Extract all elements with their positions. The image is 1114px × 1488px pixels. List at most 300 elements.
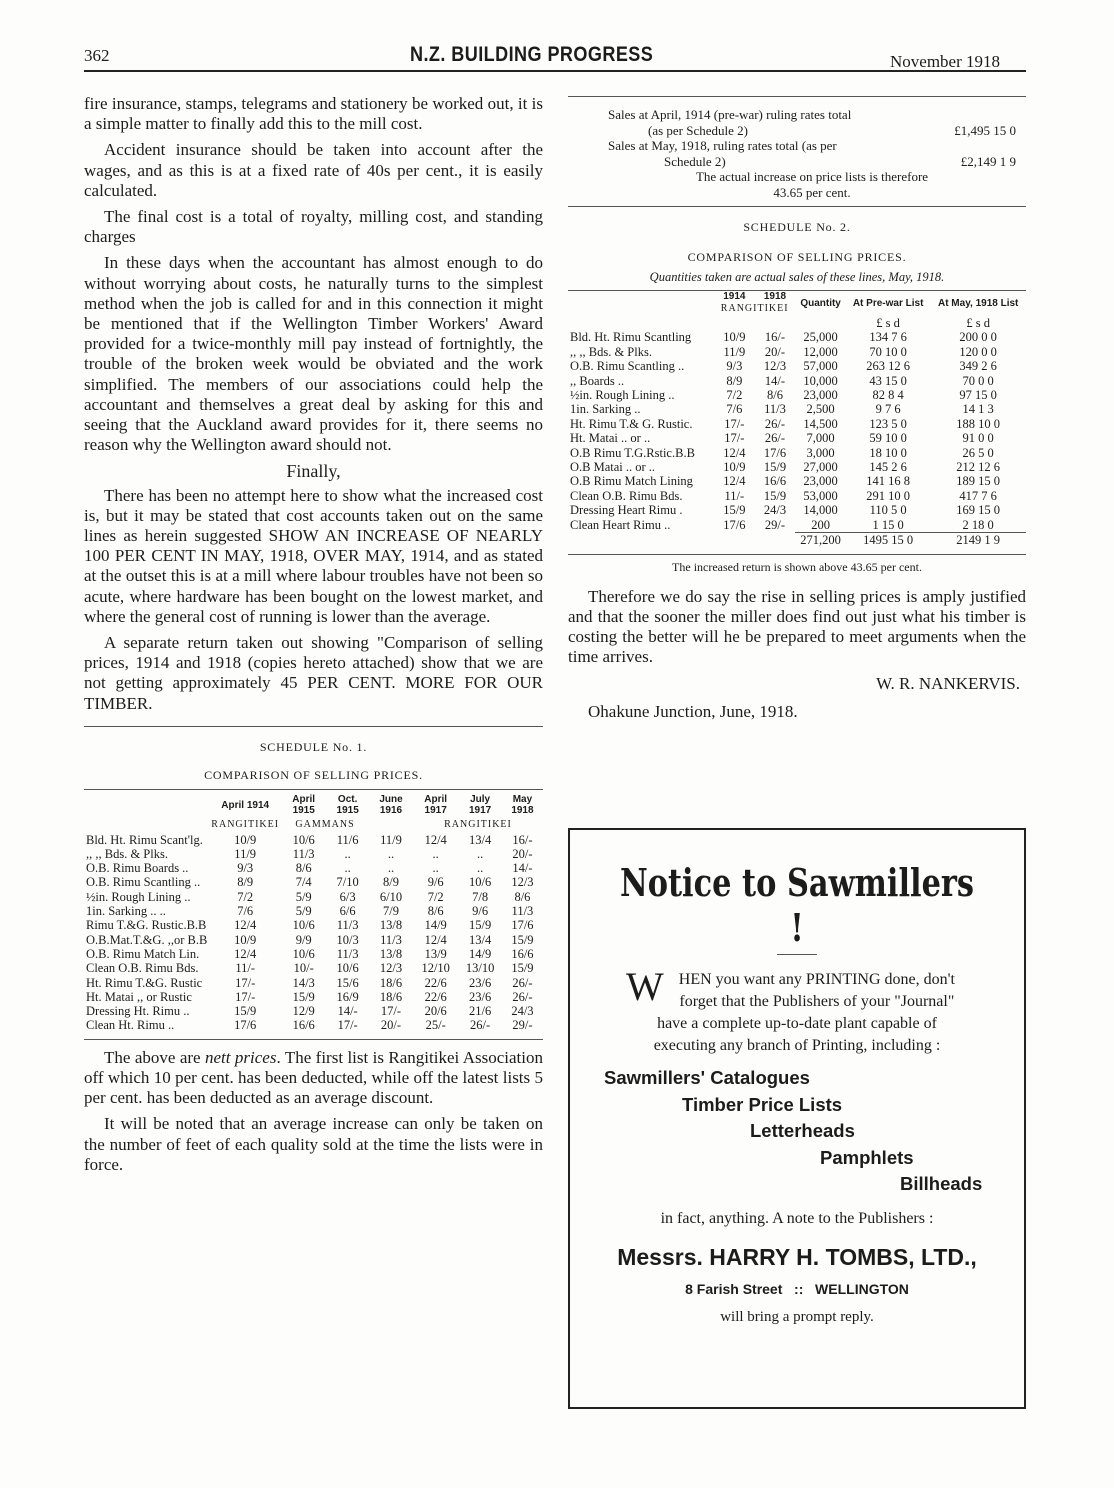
table-cell: 6/10 (379, 889, 403, 904)
table-cell: 6/3 (339, 889, 356, 904)
ad-item: Sawmillers' Catalogues (604, 1067, 810, 1088)
table-cell: 11/9 (234, 846, 257, 861)
table-cell: 17/- (337, 1018, 358, 1033)
table-cell: 13/8 (379, 918, 403, 933)
left-column (84, 94, 543, 1181)
sales-value: £1,495 15 0 (954, 122, 1016, 138)
advertisement (568, 828, 1026, 1409)
table-cell: 11/6 (336, 832, 359, 847)
table-row (568, 388, 1026, 402)
table-cell: 8/6 (767, 388, 783, 403)
col-may1918: At May, 1918 List (937, 297, 1019, 309)
table-cell: .. (432, 846, 439, 861)
table-cell: 8/9 (237, 875, 254, 890)
table-cell: 5/9 (295, 889, 312, 904)
table-cell: 16/6 (292, 1018, 315, 1033)
paragraph: The final cost is a total of royalty, milling cost, and standing charges (84, 207, 543, 247)
table-cell: 110 5 0 (869, 503, 907, 518)
table-cell: 11/- (724, 488, 745, 503)
row-label: 1in. Sarking .. (570, 402, 641, 417)
ad-item: Billheads (900, 1173, 983, 1194)
col-prewar: At Pre-war List (852, 297, 924, 309)
ad-items (570, 1057, 1024, 1198)
table-cell: 23/6 (469, 989, 492, 1004)
table-cell: .. (476, 861, 484, 876)
table-cell: 15/9 (763, 460, 787, 475)
table-row (84, 1018, 543, 1032)
table-cell: 53,000 (803, 488, 838, 503)
paragraph: The above are nett prices. The first list is Rangitikei Association off which 10 per cent. has been deducted, while off the latest lists 5 per cent. has been deducted as an average discount. (84, 1047, 543, 1108)
row-label: O.B Matai .. or .. (570, 460, 656, 475)
table-cell: 7/2 (427, 889, 444, 904)
table-cell: 212 12 6 (956, 460, 1001, 475)
table-cell: 70 10 0 (869, 344, 907, 359)
table-cell: 25,000 (803, 330, 838, 345)
table-cell: 2 18 0 (962, 517, 994, 532)
table-cell: 91 0 0 (962, 431, 994, 446)
table-cell: 12/3 (511, 875, 534, 890)
table-cell: 11/9 (380, 832, 402, 847)
header-rule (84, 70, 1026, 72)
table-row (84, 890, 543, 904)
table-cell: 23,000 (803, 388, 838, 403)
table-row (568, 489, 1026, 503)
table-cell: 26/- (512, 989, 533, 1004)
row-label: O.B. Rimu Boards .. (86, 861, 189, 876)
table-cell: 14/9 (469, 946, 492, 961)
table-cell: 14/9 (424, 918, 447, 933)
table-cell: 20/6 (424, 1004, 447, 1019)
table-cell: 1 15 0 (872, 517, 904, 532)
table-cell: 15/9 (511, 961, 534, 976)
page-number: 362 (84, 46, 110, 65)
table-cell: 10,000 (803, 373, 838, 388)
row-label: Ht. Rimu T.& G. Rustic. (570, 416, 693, 431)
table-row (84, 918, 543, 932)
table-row (84, 933, 543, 947)
table-cell: 26/- (512, 975, 533, 990)
table-cell: .. (344, 846, 351, 861)
table-cell: 70 0 0 (962, 373, 994, 388)
col-1918: 1918 (763, 290, 787, 302)
divider (568, 96, 1026, 97)
schedule-1 (84, 737, 543, 1033)
table-cell: 9/3 (237, 861, 254, 876)
table-cell: 7/6 (237, 904, 254, 919)
row-label: Clean Heart Rimu .. (570, 517, 671, 532)
group-label: RANGITIKEI (211, 819, 280, 831)
ad-address: 8 Farish Street :: WELLINGTON (685, 1280, 909, 1297)
table-cell: 13/8 (379, 946, 403, 961)
table-cell: 97 15 0 (959, 388, 997, 403)
sales-line: Sales at May, 1918, ruling rates total (as per (608, 138, 837, 153)
table-cell: 8/6 (427, 904, 444, 919)
table-cell: 188 10 0 (956, 416, 1001, 431)
table-cell: 22/6 (424, 989, 447, 1004)
drop-cap: W (626, 964, 664, 1009)
table-cell: 3,000 (806, 445, 835, 460)
table-cell: 20/- (764, 344, 786, 359)
table-cell: 43 15 0 (869, 373, 907, 388)
table-cell: 12/4 (234, 918, 257, 933)
divider (84, 1039, 543, 1040)
sales-line: (as per Schedule 2) (648, 122, 748, 138)
col-header: Oct. 1915 (336, 794, 359, 817)
table-cell: 17/- (724, 431, 745, 446)
total-quantity: 271,200 (795, 533, 846, 548)
table-cell: 10/- (293, 961, 314, 976)
journal-title: N.Z. BUILDING PROGRESS (410, 43, 654, 66)
table-cell: 12/4 (424, 932, 447, 947)
table-row (84, 861, 543, 875)
paragraph: Accident insurance should be taken into account after the wages, and as this is at a fixed rate of 40s per cent., it is easily calculated. (84, 140, 543, 200)
lsd-label: £ s d (876, 316, 900, 331)
table-cell: 14/- (512, 861, 533, 876)
table-row (568, 374, 1026, 388)
table-row (84, 961, 543, 975)
table-cell: 9/6 (427, 875, 444, 890)
table-cell: 120 0 0 (959, 344, 997, 359)
row-label: Clean O.B. Rimu Bds. (86, 961, 199, 976)
table-cell: 14/3 (292, 975, 315, 990)
table-row (84, 833, 543, 847)
table-cell: 7,000 (806, 431, 835, 446)
col-header: April 1915 (292, 794, 316, 817)
table-row (568, 417, 1026, 431)
table-cell: 82 8 4 (872, 388, 904, 403)
table-cell: 11/3 (292, 846, 315, 861)
table-cell: 10/9 (234, 832, 257, 847)
table-cell: 24/3 (763, 503, 787, 518)
table-cell: 11/9 (723, 344, 746, 359)
table-cell: 349 2 6 (959, 359, 997, 374)
schedule-2-note: The increased return is shown above 43.65 per cent. (672, 559, 922, 574)
table-cell: 141 16 8 (866, 474, 910, 489)
table-row (568, 330, 1026, 344)
table-cell: 20/- (380, 1018, 402, 1033)
row-label: O.B Rimu T.G.Rstic.B.B (570, 445, 695, 460)
table-cell: 13/9 (424, 946, 447, 961)
ad-item: Timber Price Lists (682, 1093, 843, 1115)
schedule-2-subtitle: COMPARISON OF SELLING PRICES. (687, 250, 907, 265)
table-cell: 7/6 (726, 402, 743, 417)
table-row (568, 402, 1026, 416)
divider (568, 554, 1026, 555)
table-cell: .. (476, 846, 484, 861)
table-cell: 10/9 (723, 460, 746, 475)
table-row (568, 460, 1026, 474)
table-cell: 29/- (512, 1018, 533, 1033)
table-cell: 200 0 0 (959, 330, 997, 345)
table-cell: 57,000 (803, 359, 838, 374)
sales-line: The actual increase on price lists is therefore (695, 169, 929, 184)
table-cell: 26/- (764, 416, 786, 431)
table-cell: 14,500 (803, 416, 838, 431)
row-label: Clean Ht. Rimu .. (86, 1018, 175, 1033)
ad-item: Letterheads (750, 1120, 855, 1141)
table-cell: 6/6 (339, 904, 356, 919)
table-cell: 25/- (425, 1018, 446, 1033)
total-may1918: 2149 1 9 (930, 533, 1026, 548)
table-cell: 14/- (337, 1004, 358, 1019)
table-cell: 417 7 6 (959, 488, 997, 503)
table-cell: 22/6 (424, 975, 447, 990)
table-cell: 13/4 (469, 932, 492, 947)
table-cell: 24/3 (511, 1004, 534, 1019)
row-label: Dressing Ht. Rimu .. (86, 1004, 190, 1019)
table-cell: 7/9 (383, 904, 399, 919)
table-cell: 17/6 (234, 1018, 257, 1033)
table-cell: 11/3 (380, 932, 402, 947)
schedule-1-table (84, 794, 543, 1032)
table-cell: 20/- (512, 846, 533, 861)
table-cell: 26/- (764, 431, 786, 446)
divider (84, 726, 543, 727)
table-row (84, 875, 543, 889)
row-label: O.B. Rimu Match Lin. (86, 946, 200, 961)
table-cell: 10/6 (336, 961, 359, 976)
row-label: ½in. Rough Lining .. (570, 388, 675, 403)
right-column (568, 96, 1026, 722)
row-label: Ht. Matai .. or .. (570, 431, 651, 446)
table-cell: 11/3 (764, 402, 786, 417)
row-label: O.B Rimu Match Lining (570, 474, 693, 489)
table-cell: 14 1 3 (962, 402, 994, 417)
row-label: O.B.Mat.T.&G. ,,or B.B (86, 932, 208, 947)
schedule-2-caption: Quantities taken are actual sales of these lines, May, 1918. (649, 270, 945, 285)
sales-summary (568, 107, 1026, 200)
col-1914: 1914 (723, 290, 746, 302)
divider (568, 206, 1026, 207)
paragraph: fire insurance, stamps, telegrams and stationery be worked out, it is a simple matter to finally add this to the mill cost. (84, 94, 543, 134)
col-header: May 1918 (511, 794, 534, 817)
sales-line: 43.65 per cent. (773, 184, 851, 200)
table-cell: 16/6 (763, 474, 787, 489)
table-cell: 15/9 (234, 1004, 257, 1019)
table-cell: 18/6 (379, 975, 403, 990)
table-cell: 17/- (724, 416, 745, 431)
ad-body: WHEN you want any PRINTING done, don't forget that the Publishers of your "Journal" have a complete up-to-date plant capable of executing any branch of Printing, including : (626, 964, 955, 1054)
table-cell: 10/6 (292, 832, 315, 847)
table-cell: 15/9 (469, 918, 492, 933)
table-cell: 9/9 (295, 932, 312, 947)
table-cell: 8/6 (295, 861, 312, 876)
issue-date: November 1918 (890, 52, 1001, 71)
ad-title: Notice to Sawmillers ! (619, 860, 975, 950)
table-row (568, 359, 1026, 373)
table-cell: 17/- (235, 989, 256, 1004)
table-cell: 16/6 (511, 946, 534, 961)
table-cell: 17/6 (723, 517, 746, 532)
table-cell: 15/9 (723, 503, 746, 518)
table-cell: 18/6 (379, 989, 403, 1004)
table-row (568, 345, 1026, 359)
group-label: RANGITIKEI (720, 302, 789, 314)
table-cell: 27,000 (803, 460, 838, 475)
table-cell: 7/10 (336, 875, 359, 890)
table-cell: 12/4 (234, 946, 257, 961)
table-cell: 12/4 (424, 832, 447, 847)
group-label: RANGITIKEI (444, 819, 512, 831)
divider (84, 789, 543, 790)
row-label: O.B. Rimu Scantling .. (570, 359, 685, 374)
table-cell: 17/- (380, 1004, 402, 1019)
table-cell: .. (432, 861, 439, 876)
sales-line: Sales at April, 1914 (pre-war) ruling rates total (608, 107, 852, 122)
table-cell: 14,000 (803, 503, 838, 518)
table-cell: 15/9 (292, 989, 315, 1004)
table-cell: 12/4 (723, 445, 746, 460)
paragraph: A separate return taken out showing "Comparison of selling prices, 1914 and 1918 (copies hereto attached) show that we are not getting approximately 45 PER CENT. MORE FOR OUR TIMBER. (84, 633, 543, 713)
table-cell: 10/6 (469, 875, 492, 890)
table-cell: 15/6 (336, 975, 359, 990)
paragraph: Therefore we do say the rise in selling prices is amply justified and that the sooner the miller does find out just what his timber is costing the better will he be prepared to meet arguments when the time arrives. (568, 586, 1026, 667)
table-cell: 7/2 (237, 889, 254, 904)
table-cell: 11/3 (336, 918, 359, 933)
table-cell: 14/- (764, 373, 786, 388)
lsd-label: £ s d (966, 316, 990, 331)
schedule-2-table (568, 291, 1026, 548)
table-cell: 17/- (235, 975, 256, 990)
table-cell: 8/6 (514, 889, 531, 904)
table-cell: 145 2 6 (869, 460, 907, 475)
row-label: Bld. Ht. Rimu Scantling (570, 330, 692, 345)
row-label: Ht. Rimu T.&G. Rustic (86, 975, 203, 990)
table-row (84, 947, 543, 961)
table-cell: 10/9 (234, 932, 257, 947)
table-cell: 134 7 6 (869, 330, 907, 345)
table-cell: 15/9 (763, 488, 787, 503)
paragraph: It will be noted that an average increase can only be taken on the number of feet of each quality sold at the time the lists were in force. (84, 1114, 543, 1174)
table-cell: 13/10 (465, 961, 495, 976)
table-cell: 16/- (764, 330, 786, 345)
table-cell: 11/- (235, 961, 256, 976)
table-cell: 123 5 0 (869, 416, 907, 431)
table-cell: 200 (811, 517, 830, 532)
col-header: July 1917 (468, 794, 492, 817)
table-cell: 26 5 0 (962, 445, 994, 460)
table-cell: 12/4 (723, 474, 746, 489)
table-cell: 12/3 (763, 359, 787, 374)
schedule-2-title: SCHEDULE No. 2. (743, 220, 851, 234)
table-cell: 169 15 0 (956, 503, 1001, 518)
table-row (568, 474, 1026, 488)
table-cell: 17/6 (763, 445, 787, 460)
signature: W. R. NANKERVIS. (876, 673, 1020, 693)
row-label: Clean O.B. Rimu Bds. (570, 488, 683, 503)
table-cell: 5/9 (295, 904, 312, 919)
row-label: ½in. Rough Lining .. (86, 889, 191, 904)
table-cell: 10/6 (292, 946, 315, 961)
table-row (84, 847, 543, 861)
table-cell: 13/4 (469, 832, 492, 847)
schedule-2 (568, 217, 1026, 577)
table-row (84, 904, 543, 918)
total-prewar: 1495 15 0 (846, 533, 930, 548)
table-cell: 15/9 (511, 932, 534, 947)
ad-after: in fact, anything. A note to the Publishers : (660, 1209, 934, 1227)
col-header: April 1917 (424, 794, 448, 817)
row-label: Rimu T.&G. Rustic.B.B (86, 918, 207, 933)
table-cell: 10/6 (292, 918, 315, 933)
col-quantity: Quantity (800, 297, 841, 309)
table-cell: 12/9 (292, 1004, 315, 1019)
table-cell: 26/- (470, 1018, 491, 1033)
row-label: ,, Boards .. (570, 373, 625, 388)
table-cell: 16/- (512, 832, 533, 847)
table-cell: 10/9 (723, 330, 746, 345)
table-cell: 7/2 (726, 388, 743, 403)
dateline: Ohakune Junction, June, 1918. (588, 701, 798, 721)
table-cell: 17/6 (511, 918, 534, 933)
table-row (84, 1004, 543, 1018)
table-cell: 23/6 (469, 975, 492, 990)
table-cell: 7/8 (472, 889, 489, 904)
table-row (84, 976, 543, 990)
row-label: 1in. Sarking .. .. (86, 904, 166, 919)
schedule-1-title: SCHEDULE No. 1. (259, 739, 368, 754)
table-row (568, 431, 1026, 445)
col-header: June 1916 (379, 794, 403, 817)
table-cell: 8/9 (726, 373, 743, 388)
ad-item: Pamphlets (820, 1146, 914, 1168)
table-cell: 23,000 (803, 474, 838, 489)
row-label: Bld. Ht. Rimu Scant'lg. (86, 832, 203, 847)
table-cell: 10/3 (336, 932, 359, 947)
table-cell: 16/9 (336, 989, 359, 1004)
row-label: Dressing Heart Rimu . (570, 503, 683, 518)
ad-firm: Messrs. HARRY H. TOMBS, LTD., (617, 1243, 977, 1270)
table-cell: 2,500 (806, 402, 835, 417)
table-cell: 9/3 (726, 359, 743, 374)
row-label: ,, ,, Bds. & Plks. (86, 846, 168, 861)
table-cell: 21/6 (469, 1004, 492, 1019)
table-cell: 189 15 0 (956, 474, 1001, 489)
table-cell: .. (387, 846, 395, 861)
section-heading: Finally, (286, 461, 341, 482)
table-cell: .. (344, 861, 351, 876)
row-label: O.B. Rimu Scantling .. (86, 875, 201, 890)
row-label: ,, ,, Bds. & Plks. (570, 344, 652, 359)
table-cell: 12/10 (421, 961, 450, 976)
table-cell: 9 7 6 (875, 402, 901, 417)
table-cell: 18 10 0 (869, 445, 907, 460)
table-cell: 12,000 (803, 344, 838, 359)
table-cell: 11/3 (511, 904, 534, 919)
table-cell: 11/3 (336, 946, 359, 961)
table-cell: 263 12 6 (866, 359, 910, 374)
ad-reply: will bring a prompt reply. (720, 1308, 874, 1325)
sales-value: £2,149 1 9 (960, 153, 1016, 169)
paragraph: There has been no attempt here to show what the increased cost is, but it may be stated that cost accounts taken out on the same lines as herein suggested SHOW AN INCREASE OF NEARLY 100 PER CENT IN MAY, 1918, OVER MAY, 1914, and as stated at the outset this is at a mill where labour troubles have not been so acute, where hardware has been bought on the lowest market, and where the general cost of running is lower than the average. (84, 485, 543, 626)
sales-line: Schedule 2) (664, 153, 726, 169)
table-cell: 12/3 (379, 961, 403, 976)
table-cell: 9/6 (472, 904, 489, 919)
table-row (568, 518, 1026, 533)
table-cell: 59 10 0 (869, 431, 907, 446)
col-header: April 1914 (221, 799, 270, 811)
divider (777, 954, 817, 955)
schedule-1-subtitle: COMPARISON OF SELLING PRICES. (204, 768, 423, 783)
paragraph: In these days when the accountant has almost enough to do without worrying about costs, he naturally turns to the simplest method when the job is called for and in this connection it might be mentioned that if the Wellington Timber Workers' Award provided for a twice-monthly mill pay instead of fortnightly, the trouble of the broken week would be obviated and the work simplified. The members of our associations could help the accountant and themselves a great deal by asking for this and seeing that the Auckland award provides for it, there seems no reason why the Wellington award should not. (84, 253, 543, 455)
table-row (84, 990, 543, 1004)
table-row (568, 503, 1026, 517)
table-cell: 29/- (764, 517, 786, 532)
row-label: Ht. Matai ,, or Rustic (86, 989, 192, 1004)
table-cell: .. (387, 861, 395, 876)
group-label: GAMMANS (295, 819, 355, 831)
table-cell: 291 10 0 (866, 488, 910, 503)
